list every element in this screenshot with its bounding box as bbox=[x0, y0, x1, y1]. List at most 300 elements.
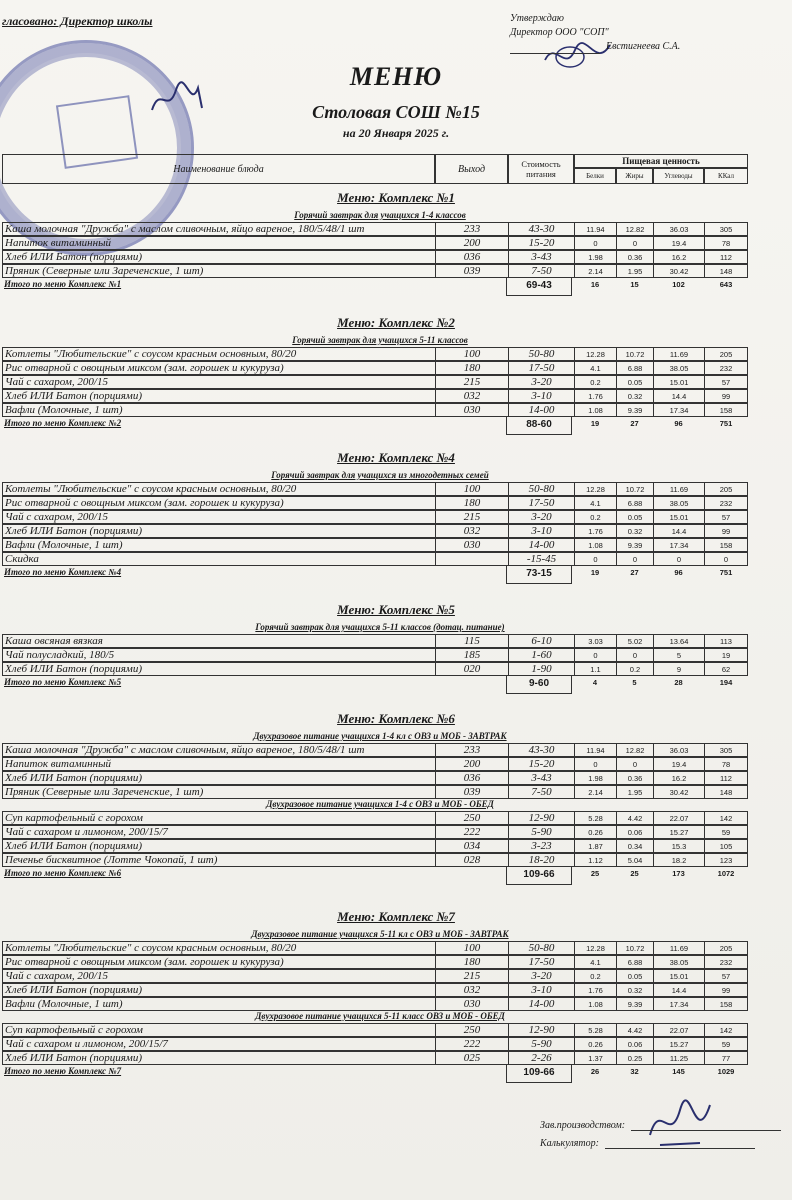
dish-protein: 1.12 bbox=[574, 853, 616, 867]
dish-output: 039 bbox=[435, 785, 508, 799]
dish-kcal: 99 bbox=[704, 389, 748, 403]
dish-output: 020 bbox=[435, 662, 508, 676]
dish-fat: 6.88 bbox=[616, 361, 653, 375]
dish-output: 200 bbox=[435, 757, 508, 771]
dish-fat: 0.32 bbox=[616, 983, 653, 997]
dish-carbs: 5 bbox=[653, 648, 704, 662]
section-total-label: Итого по меню Комплекс №7 bbox=[4, 1066, 122, 1076]
dish-output: 233 bbox=[435, 222, 508, 236]
dish-fat: 1.95 bbox=[616, 264, 653, 278]
table-row bbox=[2, 389, 748, 403]
dish-cost: 3-10 bbox=[508, 389, 574, 403]
dish-kcal: 113 bbox=[704, 634, 748, 648]
table-row bbox=[2, 250, 748, 264]
dish-output: 250 bbox=[435, 1023, 508, 1037]
dish-kcal: 305 bbox=[704, 743, 748, 757]
dish-cost: 18-20 bbox=[508, 853, 574, 867]
dish-cost: 1-90 bbox=[508, 662, 574, 676]
dish-output: 215 bbox=[435, 969, 508, 983]
section-total-cost: 109-66 bbox=[506, 867, 572, 885]
dish-name: Чай с сахаром, 200/15 bbox=[2, 375, 435, 389]
dish-fat: 0.05 bbox=[616, 375, 653, 389]
dish-name: Рис отварной с овощным миксом (зам. горошек и кукуруза) bbox=[2, 955, 435, 969]
dish-fat: 10.72 bbox=[616, 941, 653, 955]
dish-kcal: 205 bbox=[704, 941, 748, 955]
dish-output: 100 bbox=[435, 941, 508, 955]
dish-cost: 15-20 bbox=[508, 757, 574, 771]
table-row bbox=[2, 1037, 748, 1051]
dish-kcal: 148 bbox=[704, 264, 748, 278]
dish-kcal: 158 bbox=[704, 538, 748, 552]
total-kcal: 1029 bbox=[717, 1067, 735, 1076]
dish-protein: 1.76 bbox=[574, 389, 616, 403]
total-fat: 27 bbox=[630, 568, 639, 577]
total-kcal: 643 bbox=[719, 280, 733, 289]
col-cost-header: Стоимость питания bbox=[508, 154, 574, 184]
section-total-label: Итого по меню Комплекс №5 bbox=[4, 677, 122, 687]
table-row bbox=[2, 785, 748, 799]
agreed-label: гласовано: Директор школы bbox=[2, 14, 153, 28]
dish-cost: 43-30 bbox=[508, 222, 574, 236]
dish-kcal: 78 bbox=[704, 236, 748, 250]
dish-carbs: 19.4 bbox=[653, 236, 704, 250]
dish-name: Хлеб ИЛИ Батон (порциями) bbox=[2, 662, 435, 676]
dish-fat: 0.05 bbox=[616, 969, 653, 983]
dish-output: 030 bbox=[435, 403, 508, 417]
section-total-label: Итого по меню Комплекс №4 bbox=[4, 567, 122, 577]
table-row bbox=[2, 375, 748, 389]
dish-cost: 12-90 bbox=[508, 811, 574, 825]
table-row bbox=[2, 648, 748, 662]
dish-cost: 3-43 bbox=[508, 250, 574, 264]
table-row bbox=[2, 997, 748, 1011]
dish-cost: 50-80 bbox=[508, 347, 574, 361]
section-total-cost: 88-60 bbox=[506, 417, 572, 435]
table-row bbox=[2, 482, 748, 496]
dish-output: 036 bbox=[435, 771, 508, 785]
dish-carbs: 36.03 bbox=[653, 222, 704, 236]
dish-cost: 1-60 bbox=[508, 648, 574, 662]
total-protein: 25 bbox=[590, 869, 600, 878]
total-protein: 4 bbox=[592, 678, 598, 687]
dish-carbs: 0 bbox=[653, 552, 704, 566]
group-subtitle: Двухразовое питание учащихся 5-11 кл с ОВЗ и МОБ - ЗАВТРАК bbox=[251, 929, 509, 939]
dish-carbs: 15.3 bbox=[653, 839, 704, 853]
section-total-cost: 9-60 bbox=[506, 676, 572, 694]
dish-cost: 3-10 bbox=[508, 983, 574, 997]
dish-output: 036 bbox=[435, 250, 508, 264]
dish-name: Чай с сахаром, 200/15 bbox=[2, 510, 435, 524]
section-total-label: Итого по меню Комплекс №2 bbox=[4, 418, 122, 428]
dish-kcal: 305 bbox=[704, 222, 748, 236]
total-fat: 32 bbox=[630, 1067, 639, 1076]
group-subtitle: Двухразовое питание учащихся 1-4 кл с ОВЗ и МОБ - ЗАВТРАК bbox=[253, 731, 507, 741]
dish-fat: 9.39 bbox=[616, 403, 653, 417]
dish-protein: 12.28 bbox=[574, 347, 616, 361]
dish-name: Скидка bbox=[2, 552, 435, 566]
dish-protein: 5.28 bbox=[574, 1023, 616, 1037]
table-row bbox=[2, 811, 748, 825]
dish-protein: 0.2 bbox=[574, 375, 616, 389]
dish-protein: 11.94 bbox=[574, 743, 616, 757]
dish-output: 039 bbox=[435, 264, 508, 278]
dish-cost: 14-00 bbox=[508, 997, 574, 1011]
dish-name: Хлеб ИЛИ Батон (порциями) bbox=[2, 524, 435, 538]
dish-carbs: 16.2 bbox=[653, 771, 704, 785]
dish-fat: 0.25 bbox=[616, 1051, 653, 1065]
dish-fat: 5.04 bbox=[616, 853, 653, 867]
dish-kcal: 57 bbox=[704, 969, 748, 983]
dish-kcal: 59 bbox=[704, 1037, 748, 1051]
dish-output: 250 bbox=[435, 811, 508, 825]
dish-name: Чай с сахаром, 200/15 bbox=[2, 969, 435, 983]
dish-fat: 0 bbox=[616, 648, 653, 662]
dish-kcal: 105 bbox=[704, 839, 748, 853]
dish-carbs: 17.34 bbox=[653, 538, 704, 552]
dish-kcal: 112 bbox=[704, 250, 748, 264]
dish-kcal: 158 bbox=[704, 403, 748, 417]
dish-name: Рис отварной с овощным миксом (зам. горошек и кукуруза) bbox=[2, 361, 435, 375]
dish-name: Чай с сахаром и лимоном, 200/15/7 bbox=[2, 1037, 435, 1051]
dish-name: Хлеб ИЛИ Батон (порциями) bbox=[2, 1051, 435, 1065]
total-carbs: 173 bbox=[672, 869, 685, 878]
dish-output: 030 bbox=[435, 538, 508, 552]
dish-protein: 0.26 bbox=[574, 1037, 616, 1051]
dish-kcal: 232 bbox=[704, 955, 748, 969]
dish-name: Каша молочная "Дружба" с маслом сливочным, яйцо вареное, 180/5/48/1 шт bbox=[2, 743, 435, 757]
dish-kcal: 232 bbox=[704, 496, 748, 510]
table-row bbox=[2, 538, 748, 552]
total-carbs: 96 bbox=[674, 568, 683, 577]
dish-output: 200 bbox=[435, 236, 508, 250]
dish-fat: 6.88 bbox=[616, 955, 653, 969]
dish-protein: 2.14 bbox=[574, 785, 616, 799]
dish-output: 025 bbox=[435, 1051, 508, 1065]
dish-kcal: 0 bbox=[704, 552, 748, 566]
section-total-label: Итого по меню Комплекс №1 bbox=[4, 279, 122, 289]
dish-fat: 0.05 bbox=[616, 510, 653, 524]
dish-cost: 50-80 bbox=[508, 941, 574, 955]
section-title: Меню: Комплекс №6 bbox=[337, 711, 455, 726]
dish-output: 222 bbox=[435, 1037, 508, 1051]
dish-protein: 0 bbox=[574, 236, 616, 250]
dish-cost: 5-90 bbox=[508, 1037, 574, 1051]
dish-name: Котлеты "Любительские" с соусом красным основным, 80/20 bbox=[2, 941, 435, 955]
dish-carbs: 11.25 bbox=[653, 1051, 704, 1065]
dish-name: Напиток витаминный bbox=[2, 236, 435, 250]
dish-fat: 10.72 bbox=[616, 482, 653, 496]
dish-kcal: 123 bbox=[704, 853, 748, 867]
section-total-label: Итого по меню Комплекс №6 bbox=[4, 868, 122, 878]
dish-carbs: 19.4 bbox=[653, 757, 704, 771]
approval-block bbox=[510, 12, 680, 54]
group-subtitle: Двухразовое питание учащихся 5-11 класс ОВЗ и МОБ - ОБЕД bbox=[255, 1011, 505, 1021]
dish-name: Котлеты "Любительские" с соусом красным основным, 80/20 bbox=[2, 347, 435, 361]
footer-chief bbox=[540, 1120, 781, 1131]
dish-carbs: 17.34 bbox=[653, 997, 704, 1011]
dish-name: Вафли (Молочные, 1 шт) bbox=[2, 403, 435, 417]
dish-name: Напиток витаминный bbox=[2, 757, 435, 771]
dish-carbs: 14.4 bbox=[653, 389, 704, 403]
footer-calc-label: Калькулятор: bbox=[540, 1138, 599, 1149]
group-subtitle: Горячий завтрак для учащихся 5-11 классов bbox=[292, 335, 468, 345]
dish-cost: 17-50 bbox=[508, 361, 574, 375]
dish-carbs: 15.01 bbox=[653, 375, 704, 389]
dish-cost: 17-50 bbox=[508, 496, 574, 510]
dish-kcal: 205 bbox=[704, 347, 748, 361]
dish-carbs: 22.07 bbox=[653, 1023, 704, 1037]
col-name-header: Наименование блюда bbox=[2, 154, 435, 184]
dish-kcal: 77 bbox=[704, 1051, 748, 1065]
total-fat: 15 bbox=[630, 280, 639, 289]
section-title: Меню: Комплекс №5 bbox=[337, 602, 455, 617]
dish-carbs: 30.42 bbox=[653, 785, 704, 799]
dish-fat: 5.02 bbox=[616, 634, 653, 648]
table-row bbox=[2, 496, 748, 510]
dish-output: 215 bbox=[435, 510, 508, 524]
section-title: Меню: Комплекс №1 bbox=[337, 190, 455, 205]
dish-protein: 0 bbox=[574, 757, 616, 771]
dish-carbs: 38.05 bbox=[653, 361, 704, 375]
table-row bbox=[2, 264, 748, 278]
dish-cost: 3-20 bbox=[508, 969, 574, 983]
dish-name: Хлеб ИЛИ Батон (порциями) bbox=[2, 839, 435, 853]
table-row bbox=[2, 236, 748, 250]
dish-protein: 0.2 bbox=[574, 510, 616, 524]
table-row bbox=[2, 1051, 748, 1065]
dish-cost: 15-20 bbox=[508, 236, 574, 250]
dish-kcal: 57 bbox=[704, 375, 748, 389]
dish-name: Хлеб ИЛИ Батон (порциями) bbox=[2, 771, 435, 785]
dish-carbs: 11.69 bbox=[653, 347, 704, 361]
total-kcal: 1072 bbox=[717, 869, 735, 878]
dish-protein: 4.1 bbox=[574, 361, 616, 375]
dish-kcal: 78 bbox=[704, 757, 748, 771]
table-row bbox=[2, 839, 748, 853]
total-fat: 5 bbox=[632, 678, 637, 687]
table-row bbox=[2, 222, 748, 236]
dish-protein: 2.14 bbox=[574, 264, 616, 278]
dish-name: Пряник (Северные или Зареченские, 1 шт) bbox=[2, 264, 435, 278]
dish-fat: 10.72 bbox=[616, 347, 653, 361]
dish-kcal: 19 bbox=[704, 648, 748, 662]
dish-protein: 4.1 bbox=[574, 955, 616, 969]
dish-name: Суп картофельный с горохом bbox=[2, 811, 435, 825]
dish-carbs: 11.69 bbox=[653, 941, 704, 955]
dish-protein: 11.94 bbox=[574, 222, 616, 236]
dish-output: 185 bbox=[435, 648, 508, 662]
dish-cost: 7-50 bbox=[508, 264, 574, 278]
group-subtitle: Горячий завтрак для учащихся 5-11 классов (дотац. питание) bbox=[255, 622, 505, 632]
dish-fat: 9.39 bbox=[616, 997, 653, 1011]
dish-output: 028 bbox=[435, 853, 508, 867]
dish-fat: 12.82 bbox=[616, 222, 653, 236]
table-row bbox=[2, 662, 748, 676]
total-carbs: 102 bbox=[672, 280, 685, 289]
dish-output: 115 bbox=[435, 634, 508, 648]
dish-protein: 1.08 bbox=[574, 538, 616, 552]
table-row bbox=[2, 955, 748, 969]
dish-output: 030 bbox=[435, 997, 508, 1011]
dish-carbs: 14.4 bbox=[653, 983, 704, 997]
dish-cost: 3-20 bbox=[508, 375, 574, 389]
dish-name: Котлеты "Любительские" с соусом красным основным, 80/20 bbox=[2, 482, 435, 496]
dish-fat: 0.34 bbox=[616, 839, 653, 853]
dish-output: 034 bbox=[435, 839, 508, 853]
approve-name: Евстигнеева С.А. bbox=[606, 41, 681, 52]
dish-fat: 0.32 bbox=[616, 524, 653, 538]
dish-kcal: 158 bbox=[704, 997, 748, 1011]
section-title: Меню: Комплекс №2 bbox=[337, 315, 455, 330]
total-protein: 19 bbox=[590, 419, 600, 428]
group-subtitle: Двухразовое питание учащихся 1-4 с ОВЗ и МОБ - ОБЕД bbox=[266, 799, 494, 809]
dish-kcal: 142 bbox=[704, 811, 748, 825]
dish-cost: 17-50 bbox=[508, 955, 574, 969]
dish-protein: 1.76 bbox=[574, 983, 616, 997]
section-total-cost: 109-66 bbox=[506, 1065, 572, 1083]
dish-name: Каша овсяная вязкая bbox=[2, 634, 435, 648]
dish-fat: 0 bbox=[616, 236, 653, 250]
dish-fat: 0.32 bbox=[616, 389, 653, 403]
dish-kcal: 59 bbox=[704, 825, 748, 839]
dish-output: 215 bbox=[435, 375, 508, 389]
dish-carbs: 38.05 bbox=[653, 955, 704, 969]
col-output-header: Выход bbox=[435, 154, 508, 184]
total-fat: 25 bbox=[630, 869, 639, 878]
dish-protein: 3.03 bbox=[574, 634, 616, 648]
dish-output: 032 bbox=[435, 389, 508, 403]
dish-kcal: 57 bbox=[704, 510, 748, 524]
table-row bbox=[2, 757, 748, 771]
dish-carbs: 17.34 bbox=[653, 403, 704, 417]
dish-output: 180 bbox=[435, 955, 508, 969]
dish-fat: 0.36 bbox=[616, 250, 653, 264]
dish-protein: 0.2 bbox=[574, 969, 616, 983]
dish-name: Хлеб ИЛИ Батон (порциями) bbox=[2, 983, 435, 997]
dish-carbs: 36.03 bbox=[653, 743, 704, 757]
dish-fat: 12.82 bbox=[616, 743, 653, 757]
dish-cost: 50-80 bbox=[508, 482, 574, 496]
dish-cost: 6-10 bbox=[508, 634, 574, 648]
footer-chief-label: Зав.производством: bbox=[540, 1120, 626, 1131]
dish-cost: -15-45 bbox=[508, 552, 574, 566]
table-row bbox=[2, 552, 748, 566]
dish-kcal: 62 bbox=[704, 662, 748, 676]
dish-name: Хлеб ИЛИ Батон (порциями) bbox=[2, 250, 435, 264]
dish-output: 032 bbox=[435, 983, 508, 997]
menu-date: на 20 Января 2025 г. bbox=[342, 126, 450, 140]
dish-fat: 0 bbox=[616, 552, 653, 566]
dish-protein: 0 bbox=[574, 648, 616, 662]
table-row bbox=[2, 853, 748, 867]
dish-fat: 1.95 bbox=[616, 785, 653, 799]
dish-kcal: 112 bbox=[704, 771, 748, 785]
dish-carbs: 18.2 bbox=[653, 853, 704, 867]
dish-cost: 43-30 bbox=[508, 743, 574, 757]
total-carbs: 96 bbox=[674, 419, 683, 428]
total-kcal: 194 bbox=[719, 678, 733, 687]
dish-name: Чай полусладкий, 180/5 bbox=[2, 648, 435, 662]
dish-protein: 5.28 bbox=[574, 811, 616, 825]
dish-cost: 5-90 bbox=[508, 825, 574, 839]
table-row bbox=[2, 969, 748, 983]
dish-cost: 12-90 bbox=[508, 1023, 574, 1037]
dish-name: Чай с сахаром и лимоном, 200/15/7 bbox=[2, 825, 435, 839]
table-row bbox=[2, 1023, 748, 1037]
dish-fat: 4.42 bbox=[616, 1023, 653, 1037]
table-row bbox=[2, 825, 748, 839]
dish-carbs: 14.4 bbox=[653, 524, 704, 538]
dish-output: 233 bbox=[435, 743, 508, 757]
dish-carbs: 16.2 bbox=[653, 250, 704, 264]
col-nutrition-header: Пищевая ценность bbox=[574, 154, 748, 168]
dish-protein: 1.37 bbox=[574, 1051, 616, 1065]
dish-carbs: 38.05 bbox=[653, 496, 704, 510]
dish-fat: 9.39 bbox=[616, 538, 653, 552]
table-row bbox=[2, 941, 748, 955]
dish-name: Суп картофельный с горохом bbox=[2, 1023, 435, 1037]
dish-carbs: 22.07 bbox=[653, 811, 704, 825]
dish-name: Вафли (Молочные, 1 шт) bbox=[2, 997, 435, 1011]
total-kcal: 751 bbox=[719, 419, 733, 428]
table-row bbox=[2, 743, 748, 757]
total-protein: 26 bbox=[590, 1067, 600, 1076]
dish-kcal: 205 bbox=[704, 482, 748, 496]
dish-fat: 0.06 bbox=[616, 1037, 653, 1051]
col-kcal-header: ККал bbox=[704, 168, 748, 184]
group-subtitle: Горячий завтрак для учащихся из многодетных семей bbox=[271, 470, 489, 480]
page-title: МЕНЮ bbox=[349, 62, 443, 91]
dish-fat: 4.42 bbox=[616, 811, 653, 825]
dish-output: 180 bbox=[435, 361, 508, 375]
dish-name: Каша молочная "Дружба" с маслом сливочным, яйцо вареное, 180/5/48/1 шт bbox=[2, 222, 435, 236]
section-total-cost: 69-43 bbox=[506, 278, 572, 296]
dish-name: Печенье бисквитное (Лотте Чокопай, 1 шт) bbox=[2, 853, 435, 867]
dish-kcal: 99 bbox=[704, 524, 748, 538]
dish-cost: 2-26 bbox=[508, 1051, 574, 1065]
dish-name: Вафли (Молочные, 1 шт) bbox=[2, 538, 435, 552]
dish-protein: 1.87 bbox=[574, 839, 616, 853]
table-row bbox=[2, 524, 748, 538]
table-header bbox=[2, 154, 748, 184]
table-row bbox=[2, 361, 748, 375]
table-row bbox=[2, 983, 748, 997]
dish-kcal: 99 bbox=[704, 983, 748, 997]
dish-carbs: 9 bbox=[653, 662, 704, 676]
total-carbs: 28 bbox=[674, 678, 683, 687]
dish-protein: 1.08 bbox=[574, 403, 616, 417]
dish-carbs: 15.01 bbox=[653, 969, 704, 983]
dish-carbs: 11.69 bbox=[653, 482, 704, 496]
footer-calc bbox=[540, 1138, 755, 1149]
table-row bbox=[2, 510, 748, 524]
dish-protein: 1.08 bbox=[574, 997, 616, 1011]
dish-output: 180 bbox=[435, 496, 508, 510]
dish-carbs: 30.42 bbox=[653, 264, 704, 278]
dish-carbs: 13.64 bbox=[653, 634, 704, 648]
dish-carbs: 15.27 bbox=[653, 1037, 704, 1051]
total-kcal: 751 bbox=[719, 568, 733, 577]
dish-carbs: 15.27 bbox=[653, 825, 704, 839]
group-subtitle: Горячий завтрак для учащихся 1-4 классов bbox=[294, 210, 466, 220]
dish-name: Пряник (Северные или Зареченские, 1 шт) bbox=[2, 785, 435, 799]
section-title: Меню: Комплекс №4 bbox=[337, 450, 455, 465]
dish-cost: 7-50 bbox=[508, 785, 574, 799]
dish-name: Хлеб ИЛИ Батон (порциями) bbox=[2, 389, 435, 403]
dish-output bbox=[435, 552, 508, 566]
dish-protein: 1.1 bbox=[574, 662, 616, 676]
dish-output: 100 bbox=[435, 347, 508, 361]
